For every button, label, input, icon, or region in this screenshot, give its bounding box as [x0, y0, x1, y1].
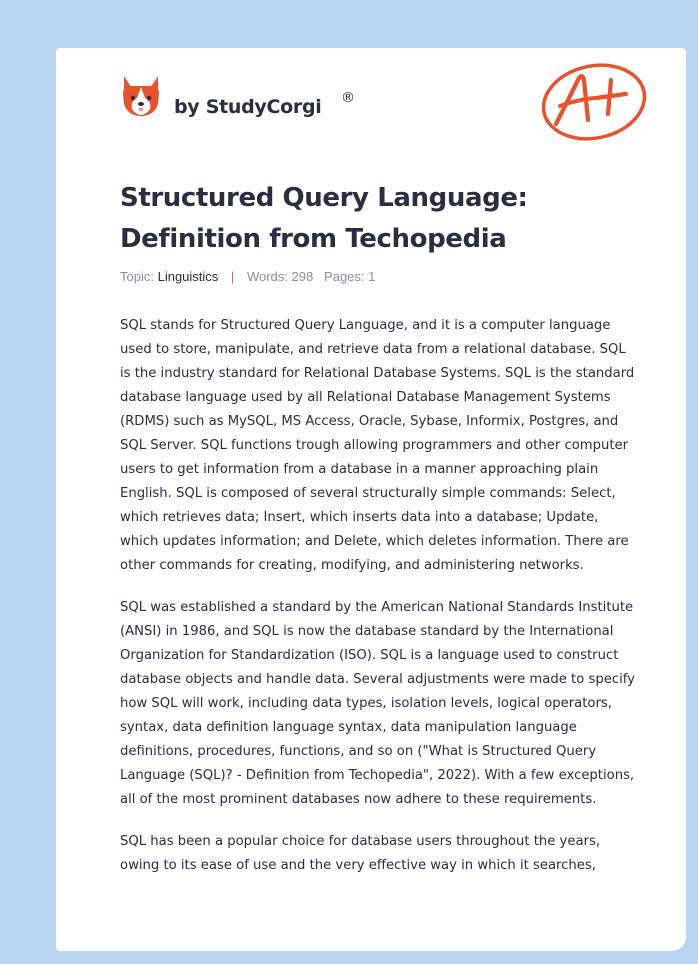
- pages-label: Pages:: [324, 269, 365, 284]
- topic-label: Topic:: [120, 269, 154, 284]
- page-header: [56, 48, 686, 148]
- brand-name[interactable]: by StudyCorgi: [174, 96, 322, 118]
- grade-badge-icon: [536, 58, 652, 144]
- corgi-icon[interactable]: [120, 74, 162, 120]
- document-page: [56, 48, 686, 951]
- paragraph: SQL was established a standard by the American National Standards Institute (ANSI) in 1986, and SQL is now the database standard by the International Organization for Standardization (ISO). SQL is a language used to construct database objects and handle data. Several adjustments were made to specify how SQL will work, including data types, isolation levels, logical operators, syntax, data definition language syntax, data manipulation language definitions, procedures, functions, and so on ("What is Structured Query Language (SQL)? - Definition from Techopedia", 2022). With a few exceptions, all of the most prominent databases now adhere to these requirements.: [120, 600, 635, 807]
- topic-link[interactable]: Linguistics: [157, 269, 219, 284]
- words-label: Words:: [246, 269, 288, 284]
- document-title: Structured Query Language: Definition from Techopedia: [120, 183, 528, 254]
- words-count: 298: [291, 269, 314, 284]
- registered-mark: ®: [341, 90, 355, 106]
- document-body: [120, 314, 640, 896]
- paragraph: SQL has been a popular choice for database users throughout the years, owing to its ease of use and the very effective way in which it searches,: [120, 834, 601, 873]
- meta-separator: |: [230, 269, 235, 284]
- pages-count: 1: [368, 269, 376, 284]
- document-meta: [120, 269, 375, 284]
- paragraph: SQL stands for Structured Query Language, and it is a computer language used to store, manipulate, and retrieve data from a relational database. SQL is the industry standard for Relational Database Systems. SQL is the standard database language used by all Relational Database Management Systems (RDMS) such as MySQL, MS Access, Oracle, Sybase, Informix, Postgres, and SQL Server. SQL functions trough allowing programmers and other computer users to get information from a database in a manner approaching plain English. SQL is composed of several structurally simple commands: Select, which retrieves data; Insert, which inserts data into a database; Update, which updates information; and Delete, which deletes information. There are other commands for creating, modifying, and administering networks.: [120, 318, 635, 573]
